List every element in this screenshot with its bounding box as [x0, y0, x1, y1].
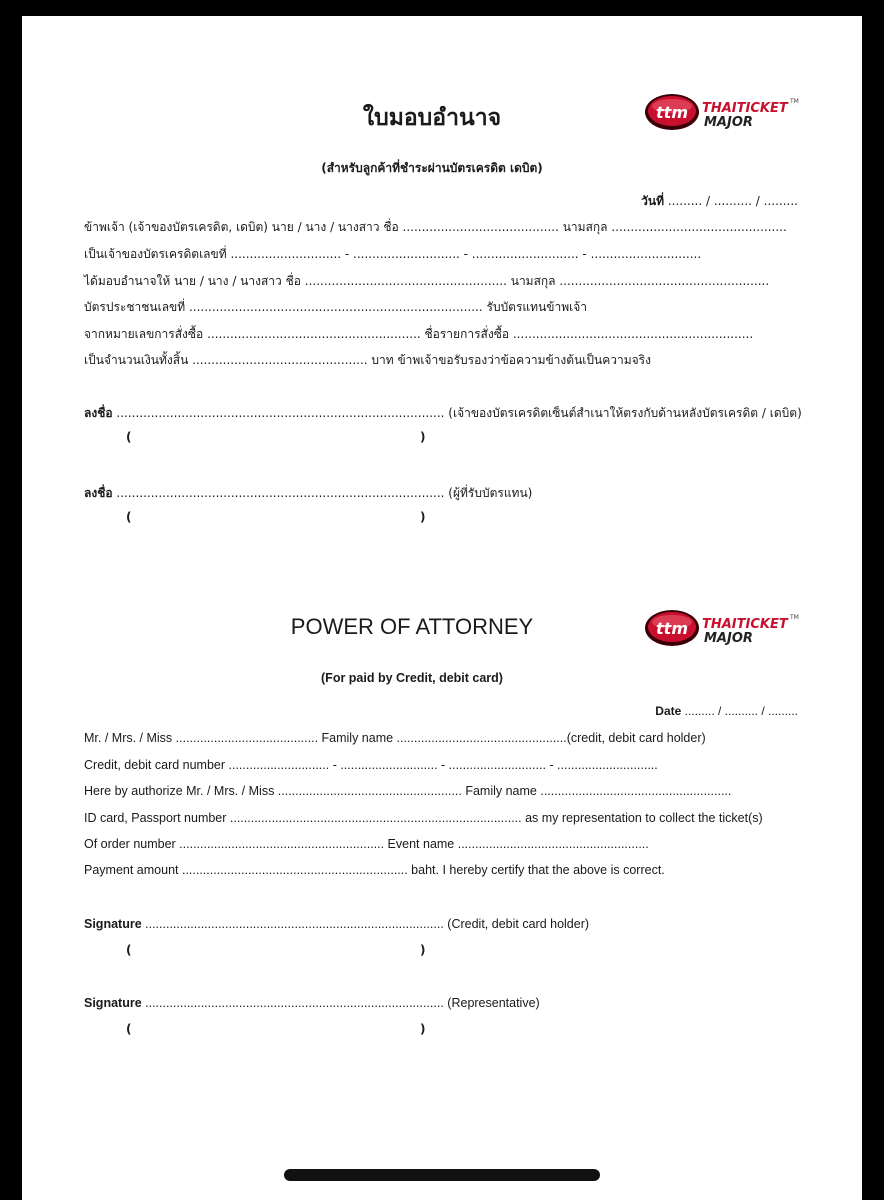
thai-signature-1-close-paren: ): [420, 430, 426, 444]
thai-line-4: บัตรประชาชนเลขที่ ............................................................................. รับบัตรแทนข้าพเจ้า: [84, 300, 587, 314]
english-signature-2-label: Signature: [84, 996, 142, 1010]
english-line-4: ID card, Passport number .................................................................................... as my representation to collect the ticket(s): [84, 811, 763, 825]
thai-line-3: ได้มอบอำนาจให้ นาย / นาง / นางสาว ชื่อ ..................................................... นามสกุล .......................................................: [84, 274, 770, 288]
thai-signature-2-dots: ......................................................................................: [116, 486, 445, 500]
svg-text:THAITICKET: THAITICKET: [702, 101, 788, 116]
english-subtitle: (For paid by Credit, debit card): [321, 671, 503, 685]
thai-signature-1-label: ลงชื่อ: [84, 406, 113, 420]
svg-text:ttm: ttm: [656, 619, 688, 638]
document-page: [22, 16, 862, 1200]
thai-signature-1: [84, 404, 802, 423]
thai-signature-2: [84, 484, 532, 503]
thai-line-5: จากหมายเลขการสั่งซื้อ ........................................................ ชื่อรายการสั่งซื้อ ...............................................................: [84, 327, 754, 341]
thai-line-6: เป็นจำนวนเงินทั้งสิ้น .............................................. บาท ข้าพเจ้าขอรับรองว่าข้อความข้างต้นเป็นความจริง: [84, 353, 651, 367]
english-signature-2: [84, 996, 540, 1010]
thai-signature-2-open-paren: (: [126, 510, 132, 524]
english-line-2: Credit, debit card number ............................. - ............................ - ............................ - .............................: [84, 758, 658, 772]
english-signature-1-close-paren: ): [420, 943, 426, 957]
thai-signature-1-open-paren: (: [126, 430, 132, 444]
english-signature-2-note: (Representative): [447, 996, 540, 1010]
thai-signature-1-dots: ......................................................................................: [116, 406, 445, 420]
english-date-dots: ......... / .......... / .........: [684, 704, 798, 718]
english-line-3: Here by authorize Mr. / Mrs. / Miss ..................................................... Family name .......................................................: [84, 784, 732, 798]
english-date-row: [655, 704, 798, 718]
thai-line-2: เป็นเจ้าของบัตรเครดิตเลขที่ ............................. - ............................ - ............................ - .............................: [84, 247, 702, 261]
svg-text:THAITICKET: THAITICKET: [702, 617, 788, 632]
english-signature-1-open-paren: (: [126, 943, 132, 957]
english-line-5: Of order number ........................................................... Event name .......................................................: [84, 837, 649, 851]
english-line-1: Mr. / Mrs. / Miss ......................................... Family name .................................................(credit, debit card holder): [84, 731, 706, 745]
english-signature-1-note: (Credit, debit card holder): [447, 917, 590, 931]
thai-subtitle: (สำหรับลูกค้าที่ชำระผ่านบัตรเครดิต เดบิต): [321, 161, 543, 175]
english-line-6: Payment amount ................................................................. baht. I hereby certify that the above is correct.: [84, 863, 665, 877]
thai-line-1: ข้าพเจ้า (เจ้าของบัตรเครดิต, เดบิต) นาย / นาง / นางสาว ชื่อ ......................................... นามสกุล ..............................................: [84, 220, 787, 234]
thai-signature-2-close-paren: ): [420, 510, 426, 524]
svg-text:TM: TM: [790, 614, 799, 621]
english-title: POWER OF ATTORNEY: [290, 614, 534, 639]
english-date-label: Date: [655, 704, 682, 718]
svg-text:MAJOR: MAJOR: [704, 115, 753, 130]
svg-text:MAJOR: MAJOR: [704, 631, 753, 646]
thai-signature-2-note: (ผู้ที่รับบัตรแทน): [448, 486, 533, 500]
english-signature-2-close-paren: ): [420, 1022, 426, 1036]
thai-date-dots: ......... / .......... / .........: [667, 194, 798, 208]
english-signature-1-label: Signature: [84, 917, 142, 931]
thai-date-row: [641, 192, 798, 211]
svg-text:ttm: ttm: [656, 103, 688, 122]
english-signature-2-open-paren: (: [126, 1022, 132, 1036]
english-signature-1: [84, 917, 589, 931]
thai-signature-1-note: (เจ้าของบัตรเครดิตเซ็นต์สำเนาให้ตรงกับด้านหลังบัตรเครดิต / เดบิต): [448, 406, 802, 420]
english-signature-2-dots: ......................................................................................: [145, 996, 444, 1010]
thai-date-label: วันที่: [641, 194, 665, 208]
home-indicator-bar[interactable]: [284, 1169, 600, 1181]
svg-text:TM: TM: [790, 98, 799, 105]
thai-signature-2-label: ลงชื่อ: [84, 486, 113, 500]
english-signature-1-dots: ......................................................................................: [145, 917, 444, 931]
thai-title: ใบมอบอำนาจ: [362, 105, 502, 131]
